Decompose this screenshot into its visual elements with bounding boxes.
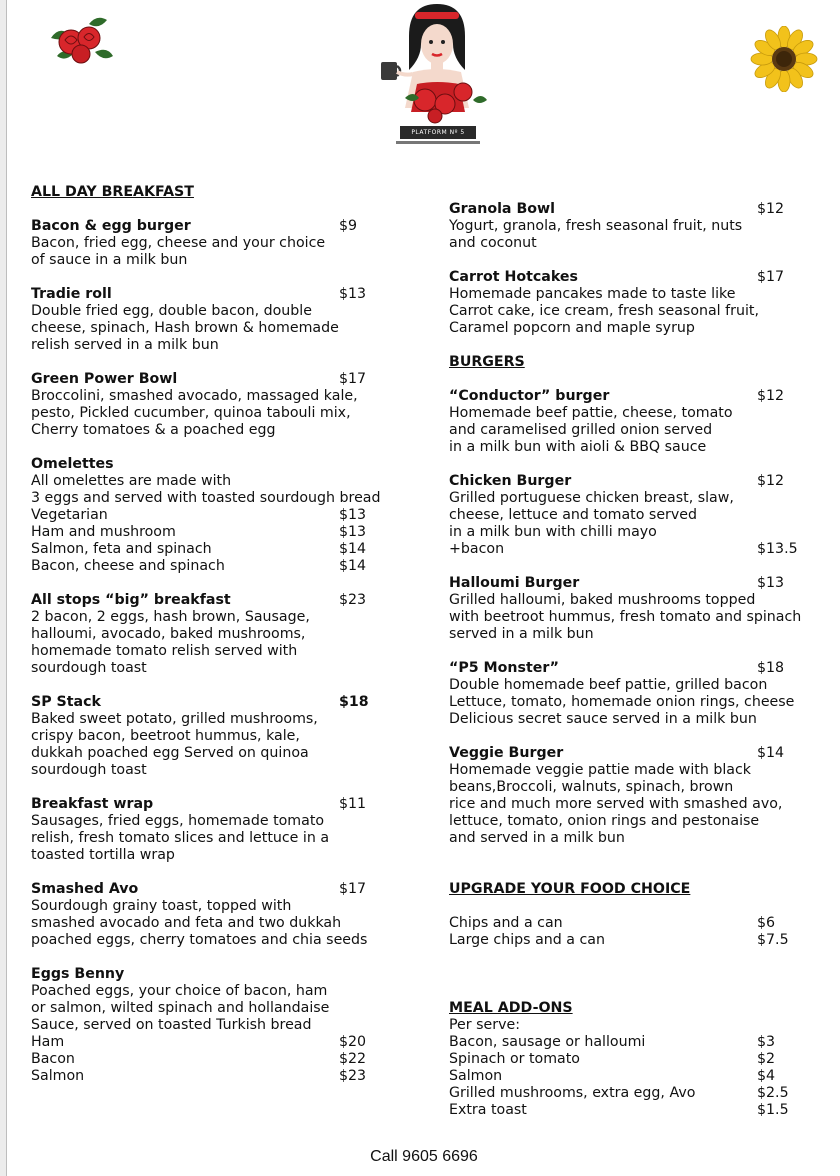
item-name: “P5 Monster” bbox=[449, 660, 559, 676]
item-name: Breakfast wrap bbox=[31, 796, 154, 812]
spacer bbox=[31, 201, 391, 218]
spacer bbox=[31, 354, 391, 371]
pinup-girl-logo bbox=[369, 0, 499, 126]
spacer bbox=[449, 983, 809, 1000]
spacer bbox=[449, 949, 809, 966]
item-description: All omelettes are made with 3 eggs and served with toasted sourdough bread bbox=[31, 473, 381, 506]
item-name: Halloumi Burger bbox=[449, 575, 580, 591]
menu-item-bacon-egg-burger bbox=[31, 218, 391, 269]
option-price: $6 bbox=[757, 915, 776, 931]
item-description: Broccolini, smashed avocado, massaged kale, pesto, Pickled cucumber, quinoa tabouli mix, Cherry tomatoes & a poached egg bbox=[31, 388, 358, 438]
item-name: Chicken Burger bbox=[449, 473, 572, 489]
badge-underline bbox=[396, 141, 480, 144]
item-description: Homemade veggie pattie made with black beans,Broccoli, walnuts, spinach, brown rice and much more served with smashed avo, lettuce, tomato, onion rings and pestonaise and served in a milk bun bbox=[449, 762, 783, 846]
spacer bbox=[31, 575, 391, 592]
menu-item-conductor-burger bbox=[449, 388, 809, 456]
option-price: $2.5 bbox=[757, 1085, 789, 1101]
item-name: Eggs Benny bbox=[31, 966, 125, 982]
upgrade-row bbox=[449, 915, 809, 932]
item-name: Green Power Bowl bbox=[31, 371, 178, 387]
spacer bbox=[449, 371, 809, 388]
item-price: $13 bbox=[757, 575, 785, 591]
addon-row bbox=[449, 1068, 809, 1085]
platform-badge: PLATFORM Nº 5 bbox=[400, 126, 476, 139]
item-description: Homemade pancakes made to taste like Carrot cake, ice cream, fresh seasonal fruit, Caramel popcorn and maple syrup bbox=[449, 286, 759, 336]
option-label: Salmon, feta and spinach bbox=[31, 541, 212, 557]
option-price: $13.5 bbox=[757, 541, 798, 557]
section-title-burgers: BURGERS bbox=[449, 354, 525, 370]
spacer bbox=[449, 847, 809, 864]
item-description: Poached eggs, your choice of bacon, ham or salmon, wilted spinach and hollandaise Sauce, served on toasted Turkish bread bbox=[31, 983, 330, 1033]
option-price: $13 bbox=[339, 507, 367, 523]
item-description: Baked sweet potato, grilled mushrooms, crispy bacon, beetroot hummus, kale, dukkah poached egg Served on quinoa sourdough toast bbox=[31, 711, 318, 778]
spacer bbox=[449, 643, 809, 660]
option-price: $2 bbox=[757, 1051, 776, 1067]
spacer bbox=[31, 949, 391, 966]
item-price: $11 bbox=[339, 796, 367, 812]
section-title-meal-addons: MEAL ADD-ONS bbox=[449, 1000, 573, 1016]
item-price: $17 bbox=[339, 881, 367, 897]
spacer bbox=[449, 898, 809, 915]
option-price: $3 bbox=[757, 1034, 776, 1050]
spacer bbox=[31, 779, 391, 796]
option-row bbox=[31, 524, 391, 541]
phone-footer: Call 9605 6696 bbox=[370, 1148, 478, 1165]
option-price: $20 bbox=[339, 1034, 367, 1050]
addon-row bbox=[449, 1051, 809, 1068]
sunflower-icon bbox=[749, 26, 819, 92]
option-label: Extra toast bbox=[449, 1102, 527, 1118]
menu-item-breakfast-wrap bbox=[31, 796, 391, 864]
item-price: $12 bbox=[757, 473, 785, 489]
menu-item-big-breakfast bbox=[31, 592, 391, 677]
spacer bbox=[31, 269, 391, 286]
item-price: $18 bbox=[339, 694, 369, 710]
option-label: Vegetarian bbox=[31, 507, 108, 523]
item-description: Grilled portuguese chicken breast, slaw, cheese, lettuce and tomato served in a milk bun with chilli mayo bbox=[449, 490, 734, 540]
menu-page bbox=[6, 0, 840, 1176]
option-row bbox=[449, 541, 809, 558]
menu-item-granola-bowl bbox=[449, 201, 809, 252]
spacer bbox=[449, 252, 809, 269]
option-row bbox=[31, 1068, 391, 1085]
item-description: 2 bacon, 2 eggs, hash brown, Sausage, halloumi, avocado, baked mushrooms, homemade tomato relish served with sourdough toast bbox=[31, 609, 310, 676]
item-price: $17 bbox=[757, 269, 785, 285]
item-price: $23 bbox=[339, 592, 367, 608]
option-label: Ham and mushroom bbox=[31, 524, 176, 540]
spacer bbox=[449, 966, 809, 983]
burgers-column bbox=[449, 201, 809, 1119]
option-price: $22 bbox=[339, 1051, 367, 1067]
menu-item-tradie-roll bbox=[31, 286, 391, 354]
item-name: SP Stack bbox=[31, 694, 101, 710]
item-name: Smashed Avo bbox=[31, 881, 139, 897]
item-price: $18 bbox=[757, 660, 785, 676]
item-price: $12 bbox=[757, 388, 785, 404]
item-description: Bacon, fried egg, cheese and your choice of sauce in a milk bun bbox=[31, 235, 326, 268]
option-row bbox=[31, 1051, 391, 1068]
option-row bbox=[31, 507, 391, 524]
addon-row bbox=[449, 1034, 809, 1051]
option-label: Ham bbox=[31, 1034, 65, 1050]
item-name: Omelettes bbox=[31, 456, 114, 472]
item-name: Granola Bowl bbox=[449, 201, 555, 217]
option-price: $14 bbox=[339, 541, 367, 557]
option-label: Grilled mushrooms, extra egg, Avo bbox=[449, 1085, 696, 1101]
menu-item-sp-stack bbox=[31, 694, 391, 779]
item-name: All stops “big” breakfast bbox=[31, 592, 231, 608]
option-label: Bacon bbox=[31, 1051, 75, 1067]
spacer bbox=[31, 677, 391, 694]
option-label: Salmon bbox=[449, 1068, 503, 1084]
item-name: “Conductor” burger bbox=[449, 388, 610, 404]
option-label: Chips and a can bbox=[449, 915, 563, 931]
item-description: Yogurt, granola, fresh seasonal fruit, nuts and coconut bbox=[449, 218, 743, 251]
option-label: +bacon bbox=[449, 541, 505, 557]
item-description: Grilled halloumi, baked mushrooms topped with beetroot hummus, fresh tomato and spinach served in a milk bun bbox=[449, 592, 802, 642]
option-price: $13 bbox=[339, 524, 367, 540]
item-description: Double homemade beef pattie, grilled bacon Lettuce, tomato, homemade onion rings, cheese Delicious secret sauce served in a milk bun bbox=[449, 677, 795, 727]
item-name: Bacon & egg burger bbox=[31, 218, 191, 234]
option-price: $23 bbox=[339, 1068, 367, 1084]
option-label: Large chips and a can bbox=[449, 932, 605, 948]
section-title-upgrade: UPGRADE YOUR FOOD CHOICE bbox=[449, 881, 691, 897]
spacer bbox=[449, 864, 809, 881]
item-description: Sourdough grainy toast, topped with smashed avocado and feta and two dukkah poached eggs, cherry tomatoes and chia seeds bbox=[31, 898, 368, 948]
menu-item-green-power-bowl bbox=[31, 371, 391, 439]
menu-item-smashed-avo bbox=[31, 881, 391, 949]
spacer bbox=[449, 456, 809, 473]
addons-intro: Per serve: bbox=[449, 1017, 520, 1033]
item-price: $17 bbox=[339, 371, 367, 387]
item-price: $12 bbox=[757, 201, 785, 217]
option-row bbox=[31, 558, 391, 575]
addon-row bbox=[449, 1085, 809, 1102]
spacer bbox=[31, 864, 391, 881]
addon-row bbox=[449, 1102, 809, 1119]
spacer bbox=[31, 439, 391, 456]
item-description: Double fried egg, double bacon, double cheese, spinach, Hash brown & homemade relish served in a milk bun bbox=[31, 303, 339, 353]
option-label: Bacon, cheese and spinach bbox=[31, 558, 225, 574]
spacer bbox=[449, 558, 809, 575]
item-description: Homemade beef pattie, cheese, tomato and caramelised grilled onion served in a milk bun with aioli & BBQ sauce bbox=[449, 405, 733, 455]
menu-sheet bbox=[7, 0, 840, 1176]
menu-item-carrot-hotcakes bbox=[449, 269, 809, 337]
rose-bouquet-icon bbox=[45, 12, 117, 68]
menu-item-halloumi-burger bbox=[449, 575, 809, 643]
breakfast-column bbox=[31, 184, 391, 1085]
item-name: Tradie roll bbox=[31, 286, 112, 302]
menu-item-veggie-burger bbox=[449, 745, 809, 847]
option-price: $1.5 bbox=[757, 1102, 789, 1118]
option-row bbox=[31, 541, 391, 558]
item-name: Carrot Hotcakes bbox=[449, 269, 578, 285]
menu-item-eggs-benny bbox=[31, 966, 391, 1085]
spacer bbox=[449, 728, 809, 745]
item-price: $14 bbox=[757, 745, 785, 761]
option-price: $4 bbox=[757, 1068, 776, 1084]
option-price: $7.5 bbox=[757, 932, 789, 948]
menu-item-chicken-burger bbox=[449, 473, 809, 558]
option-price: $14 bbox=[339, 558, 367, 574]
option-label: Spinach or tomato bbox=[449, 1051, 580, 1067]
section-title-all-day-breakfast: ALL DAY BREAKFAST bbox=[31, 184, 194, 200]
item-name: Veggie Burger bbox=[449, 745, 564, 761]
item-price: $13 bbox=[339, 286, 367, 302]
menu-item-omelettes bbox=[31, 456, 391, 575]
upgrade-row bbox=[449, 932, 809, 949]
option-row bbox=[31, 1034, 391, 1051]
option-label: Bacon, sausage or halloumi bbox=[449, 1034, 646, 1050]
option-label: Salmon bbox=[31, 1068, 85, 1084]
item-price: $9 bbox=[339, 218, 358, 234]
spacer bbox=[449, 337, 809, 354]
item-description: Sausages, fried eggs, homemade tomato relish, fresh tomato slices and lettuce in a toasted tortilla wrap bbox=[31, 813, 330, 863]
menu-item-p5-monster bbox=[449, 660, 809, 728]
